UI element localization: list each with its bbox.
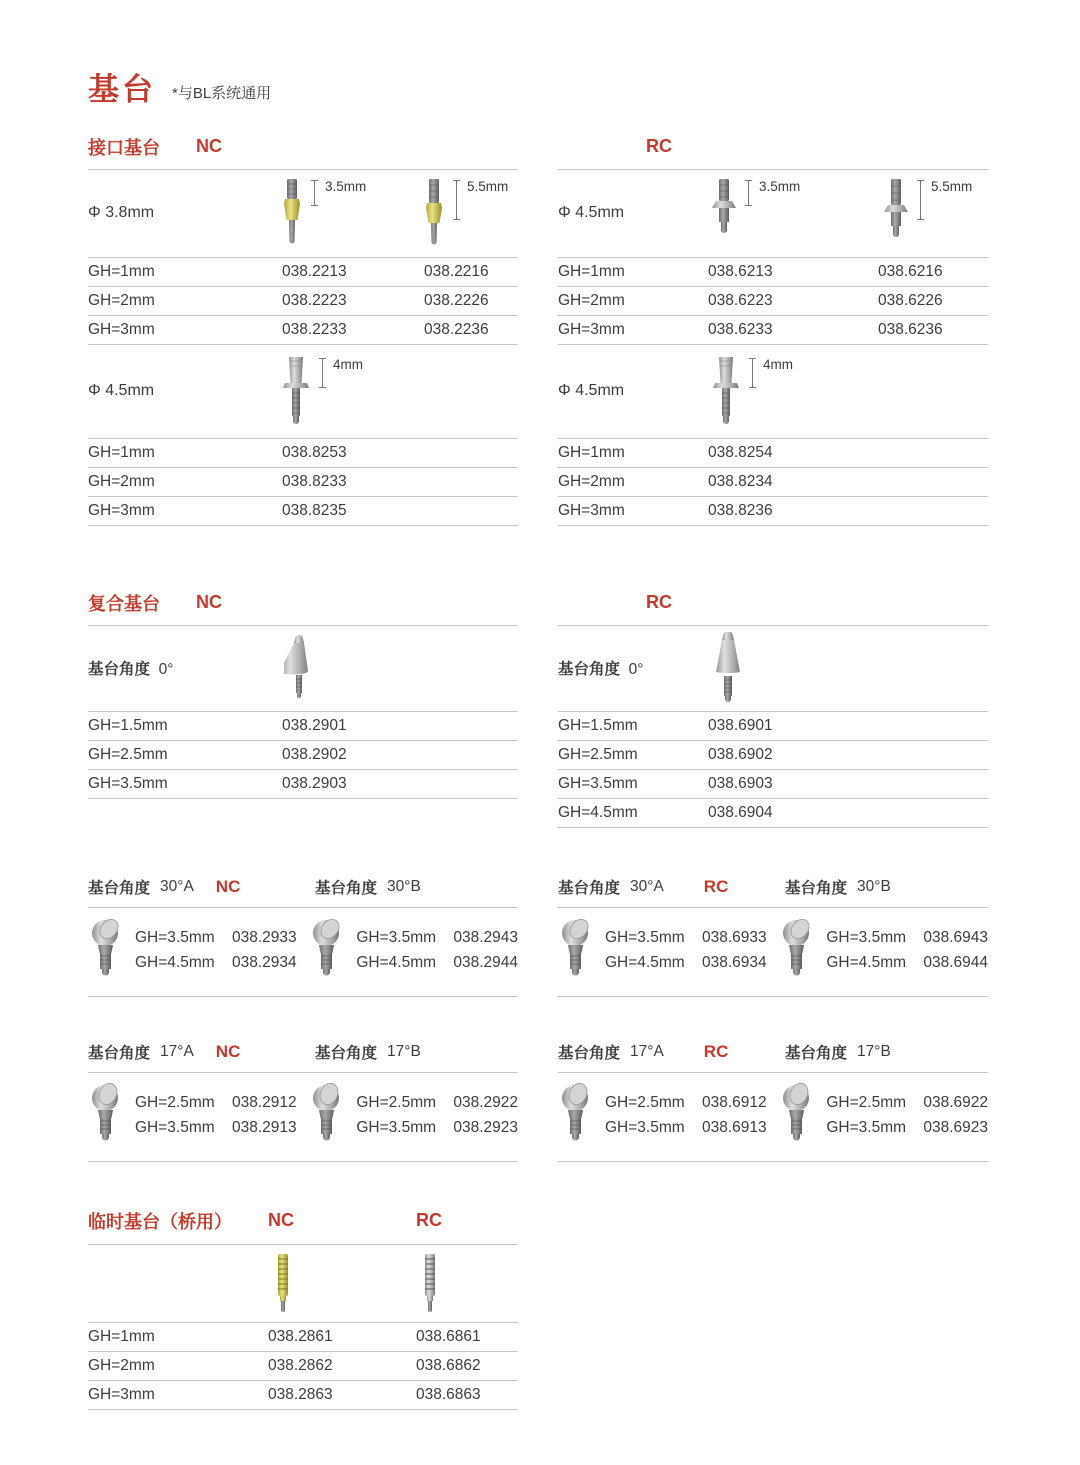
rc-label: RC	[646, 592, 672, 613]
part-number: 038.8233	[282, 472, 347, 490]
section-temporary-abutment	[88, 1208, 992, 1410]
rc-label: RC	[703, 1041, 729, 1061]
part-number: 038.2213	[282, 262, 347, 280]
spec-row	[88, 1323, 518, 1352]
angle-value: 17°A	[630, 1042, 664, 1060]
gh-label: GH=2mm	[88, 472, 155, 490]
spec-row	[356, 926, 518, 951]
part-number: 038.2903	[282, 774, 347, 792]
spec-row	[135, 1091, 297, 1116]
angle-value: 0°	[628, 661, 644, 679]
angled30-rc-header	[558, 876, 988, 908]
section-angled-17	[88, 1041, 992, 1162]
dimension-bracket	[917, 180, 924, 220]
gh-label: GH=3.5mm	[135, 1119, 215, 1137]
part-number: 038.2236	[424, 320, 489, 338]
compound-heading-row-rc	[558, 590, 988, 626]
gh-label: GH=4.5mm	[605, 954, 685, 972]
spec-row	[605, 926, 767, 951]
gh-label: GH=2mm	[88, 1356, 155, 1374]
angle-label-text: 基台角度	[558, 661, 621, 679]
gh-label: GH=1mm	[88, 1327, 155, 1345]
compound-rc-table	[558, 626, 988, 828]
angle-value: 30°A	[630, 877, 664, 895]
dimension-label: 3.5mm	[759, 178, 801, 194]
part-number: 038.6223	[708, 291, 773, 309]
temporary-heading: 临时基台（桥用）	[88, 1211, 232, 1232]
part-number: 038.8253	[282, 443, 347, 461]
spec-row	[135, 926, 297, 951]
angle-label-text: 基台角度	[315, 879, 378, 897]
angle-value: 30°B	[857, 877, 891, 895]
gh-label: GH=1mm	[558, 262, 625, 280]
compound-heading-row-nc	[88, 590, 518, 626]
part-number: 038.2922	[453, 1094, 518, 1112]
compound-nc-image-row	[88, 626, 518, 712]
angle-label-text: 基台角度	[558, 1044, 621, 1062]
rc-label: RC	[703, 876, 729, 896]
angle-label-text: 基台角度	[88, 1044, 151, 1062]
part-number: 038.6912	[702, 1094, 767, 1112]
gh-label: GH=3.5mm	[356, 1119, 437, 1137]
part-number: 038.2226	[424, 291, 489, 309]
abutment-image-mono	[280, 355, 312, 431]
angled30-nc-b	[309, 918, 518, 984]
gh-label: GH=1mm	[88, 443, 155, 461]
gh-label: GH=3.5mm	[88, 774, 168, 792]
abutment-image-mono	[710, 355, 742, 431]
spec-row	[558, 799, 988, 828]
spec-row	[88, 439, 518, 468]
part-number: 038.8254	[708, 443, 773, 461]
dimension-label: 5.5mm	[467, 178, 509, 194]
part-number: 038.6901	[708, 716, 773, 734]
page-title: 基台	[88, 72, 156, 107]
spec-row	[88, 468, 518, 497]
interface-nc-table	[88, 170, 518, 345]
interface-rc-image-row	[558, 170, 988, 258]
part-number: 038.2933	[232, 929, 297, 947]
dimension-bracket	[319, 358, 326, 388]
gh-label: GH=3.5mm	[135, 929, 215, 947]
angle-label-text: 基台角度	[785, 1044, 848, 1062]
part-number: 038.6913	[702, 1119, 767, 1137]
dimension-label: 4mm	[763, 356, 793, 372]
gh-label: GH=1mm	[558, 443, 625, 461]
spec-row	[558, 439, 988, 468]
spec-row	[88, 1381, 518, 1410]
angled17-nc	[88, 1041, 518, 1162]
spec-row	[356, 1116, 518, 1141]
part-number: 038.6236	[878, 320, 943, 338]
temp-abutment-image-rc	[421, 1252, 439, 1316]
gh-label: GH=4.5mm	[558, 803, 638, 821]
dimension-bracket	[453, 180, 460, 220]
rc-label: RC	[646, 136, 672, 157]
gh-label: GH=3.5mm	[356, 929, 437, 947]
angled17-rc-header	[558, 1041, 988, 1073]
gh-label: GH=2mm	[558, 472, 625, 490]
part-number: 038.6923	[923, 1119, 988, 1137]
part-number: 038.2902	[282, 745, 347, 763]
part-number: 038.2943	[453, 929, 518, 947]
angle-label-text: 基台角度	[558, 879, 621, 897]
diameter-label: Φ 3.8mm	[88, 204, 155, 222]
spec-row	[826, 951, 988, 976]
page-subtitle: *与BL系统通用	[172, 84, 272, 102]
part-number: 038.2863	[268, 1385, 333, 1403]
nc-label: NC	[268, 1210, 294, 1231]
angle-label	[88, 657, 173, 679]
part-number: 038.6934	[702, 954, 767, 972]
interface-heading-row-nc	[88, 134, 518, 170]
part-number: 038.2934	[232, 954, 297, 972]
part-number: 038.6226	[878, 291, 943, 309]
gh-label: GH=3.5mm	[558, 774, 638, 792]
gh-label: GH=1.5mm	[88, 716, 168, 734]
angled17-rc-a	[558, 1083, 779, 1149]
angle-value: 17°B	[387, 1042, 421, 1060]
angled17-rc	[558, 1041, 988, 1162]
angled17-nc-b	[309, 1083, 518, 1149]
part-number: 038.6944	[923, 954, 988, 972]
nc-label: NC	[196, 592, 222, 613]
spec-row	[88, 770, 518, 799]
spec-row	[558, 497, 988, 526]
part-number: 038.6216	[878, 262, 943, 280]
spec-row	[605, 1091, 767, 1116]
spec-row	[558, 287, 988, 316]
section-angled-30	[88, 876, 992, 997]
part-number: 038.6233	[708, 320, 773, 338]
product-group	[280, 177, 366, 249]
temporary-header	[88, 1208, 518, 1245]
part-number: 038.2233	[282, 320, 347, 338]
spec-row	[88, 287, 518, 316]
dimension-bracket	[749, 358, 756, 388]
gh-label: GH=3.5mm	[826, 929, 907, 947]
nc-label: NC	[215, 876, 241, 896]
part-number: 038.2216	[424, 262, 489, 280]
angled-abutment-image	[779, 918, 817, 984]
rc-label: RC	[416, 1210, 442, 1231]
dimension-label: 5.5mm	[931, 178, 973, 194]
part-number: 038.2862	[268, 1356, 333, 1374]
spec-row	[605, 951, 767, 976]
angled30-rc-b	[779, 918, 988, 984]
part-number: 038.6904	[708, 803, 773, 821]
temp-abutment-image-nc	[274, 1252, 292, 1316]
page-header	[88, 72, 992, 108]
nc-label: NC	[215, 1041, 241, 1061]
angled-abutment-image	[558, 1083, 596, 1149]
gh-label: GH=3.5mm	[605, 929, 685, 947]
gh-label: GH=4.5mm	[356, 954, 437, 972]
section-interface-abutment	[88, 134, 992, 526]
angled-abutment-image	[779, 1083, 817, 1149]
spec-row	[135, 951, 297, 976]
angled-abutment-image	[88, 918, 126, 984]
spec-row	[558, 741, 988, 770]
spec-row	[356, 951, 518, 976]
spec-row	[605, 1116, 767, 1141]
spec-row	[558, 258, 988, 287]
angled30-rc-body	[558, 908, 988, 997]
part-number: 038.2901	[282, 716, 347, 734]
gh-label: GH=3mm	[558, 320, 625, 338]
part-number: 038.8234	[708, 472, 773, 490]
spec-row	[135, 1116, 297, 1141]
compound-rc-image-row	[558, 626, 988, 712]
gh-label: GH=4.5mm	[135, 954, 215, 972]
angled17-rc-b	[779, 1083, 988, 1149]
section-compound-abutment	[88, 590, 992, 828]
dimension-bracket	[745, 180, 752, 206]
part-number: 038.6903	[708, 774, 773, 792]
gh-label: GH=1mm	[88, 262, 155, 280]
angle-label-text: 基台角度	[315, 1044, 378, 1062]
gh-label: GH=2mm	[88, 291, 155, 309]
product-group	[710, 177, 800, 249]
angle-value: 17°B	[857, 1042, 891, 1060]
part-number: 038.2223	[282, 291, 347, 309]
part-number: 038.6213	[708, 262, 773, 280]
interface-rc2-image-row	[558, 345, 988, 439]
angle-value: 30°A	[160, 877, 194, 895]
angled30-rc-a	[558, 918, 779, 984]
angled17-nc-header	[88, 1041, 518, 1073]
angle-label	[558, 657, 643, 679]
compound-nc-table	[88, 626, 518, 828]
spec-row	[88, 712, 518, 741]
spec-row	[356, 1091, 518, 1116]
spec-row	[826, 1091, 988, 1116]
part-number: 038.6861	[416, 1327, 481, 1345]
part-number: 038.2861	[268, 1327, 333, 1345]
spec-row	[88, 316, 518, 345]
part-number: 038.6922	[923, 1094, 988, 1112]
angle-value: 17°A	[160, 1042, 194, 1060]
part-number: 038.8236	[708, 501, 773, 519]
diameter-label: Φ 4.5mm	[558, 204, 625, 222]
angled-abutment-image	[309, 1083, 347, 1149]
diameter-label: Φ 4.5mm	[88, 382, 155, 400]
angled-abutment-image	[309, 918, 347, 984]
spec-row	[558, 770, 988, 799]
abutment-image-rc	[710, 177, 738, 249]
angled-abutment-image	[88, 1083, 126, 1149]
product-group	[882, 177, 972, 249]
part-number: 038.2923	[453, 1119, 518, 1137]
abutment-image-nc	[422, 177, 446, 249]
angled30-nc-header	[88, 876, 518, 908]
part-number: 038.2944	[453, 954, 518, 972]
angled-abutment-image	[558, 918, 596, 984]
abutment-image-rc	[882, 177, 910, 249]
angle-label-text: 基台角度	[785, 879, 848, 897]
interface-heading-row-rc	[558, 134, 988, 170]
angle-value: 30°B	[387, 877, 421, 895]
angled30-nc	[88, 876, 518, 997]
product-group	[280, 355, 363, 431]
interface-nc-table2	[88, 345, 518, 526]
spec-row	[88, 258, 518, 287]
interface-heading: 接口基台	[88, 137, 160, 158]
spec-row	[558, 468, 988, 497]
angle-value: 0°	[158, 661, 174, 679]
gh-label: GH=3mm	[558, 501, 625, 519]
abutment-image-cone	[710, 632, 746, 706]
angled17-nc-a	[88, 1083, 309, 1149]
gh-label: GH=2.5mm	[558, 745, 638, 763]
product-group	[710, 355, 793, 431]
gh-label: GH=3.5mm	[826, 1119, 907, 1137]
interface-rc-table	[558, 170, 988, 345]
dimension-label: 4mm	[333, 356, 363, 372]
spec-row	[826, 926, 988, 951]
nc-label: NC	[196, 136, 222, 157]
part-number: 038.6933	[702, 929, 767, 947]
gh-label: GH=1.5mm	[558, 716, 638, 734]
part-number: 038.2913	[232, 1119, 297, 1137]
gh-label: GH=3mm	[88, 320, 155, 338]
gh-label: GH=2mm	[558, 291, 625, 309]
interface-rc-table2	[558, 345, 988, 526]
gh-label: GH=3mm	[88, 501, 155, 519]
interface-nc-image-row	[88, 170, 518, 258]
angled17-rc-body	[558, 1073, 988, 1162]
gh-label: GH=2.5mm	[356, 1094, 437, 1112]
spec-row	[558, 316, 988, 345]
temporary-image-row	[88, 1245, 518, 1323]
gh-label: GH=2.5mm	[826, 1094, 907, 1112]
spec-row	[88, 1352, 518, 1381]
part-number: 038.6862	[416, 1356, 481, 1374]
angled17-nc-body	[88, 1073, 518, 1162]
part-number: 038.2912	[232, 1094, 297, 1112]
gh-label: GH=3.5mm	[605, 1119, 685, 1137]
product-group	[422, 177, 508, 249]
part-number: 038.6902	[708, 745, 773, 763]
angled30-nc-a	[88, 918, 309, 984]
angle-label-text: 基台角度	[88, 879, 151, 897]
part-number: 038.8235	[282, 501, 347, 519]
dimension-label: 3.5mm	[325, 178, 367, 194]
product-group	[284, 635, 314, 703]
part-number: 038.6863	[416, 1385, 481, 1403]
part-number: 038.6943	[923, 929, 988, 947]
gh-label: GH=2.5mm	[605, 1094, 685, 1112]
gh-label: GH=4.5mm	[826, 954, 907, 972]
angle-label-text: 基台角度	[88, 661, 151, 679]
gh-label: GH=3mm	[88, 1385, 155, 1403]
angled30-nc-body	[88, 908, 518, 997]
dimension-bracket	[311, 180, 318, 206]
spec-row	[826, 1116, 988, 1141]
compound-heading: 复合基台	[88, 593, 160, 614]
product-group	[710, 632, 746, 706]
angled30-rc	[558, 876, 988, 997]
gh-label: GH=2.5mm	[135, 1094, 215, 1112]
diameter-label: Φ 4.5mm	[558, 382, 625, 400]
spec-row	[88, 497, 518, 526]
spec-row	[88, 741, 518, 770]
interface-nc2-image-row	[88, 345, 518, 439]
abutment-image-cone	[284, 635, 314, 703]
gh-label: GH=2.5mm	[88, 745, 168, 763]
spec-row	[558, 712, 988, 741]
abutment-image-nc	[280, 177, 304, 249]
temporary-table	[88, 1208, 518, 1410]
